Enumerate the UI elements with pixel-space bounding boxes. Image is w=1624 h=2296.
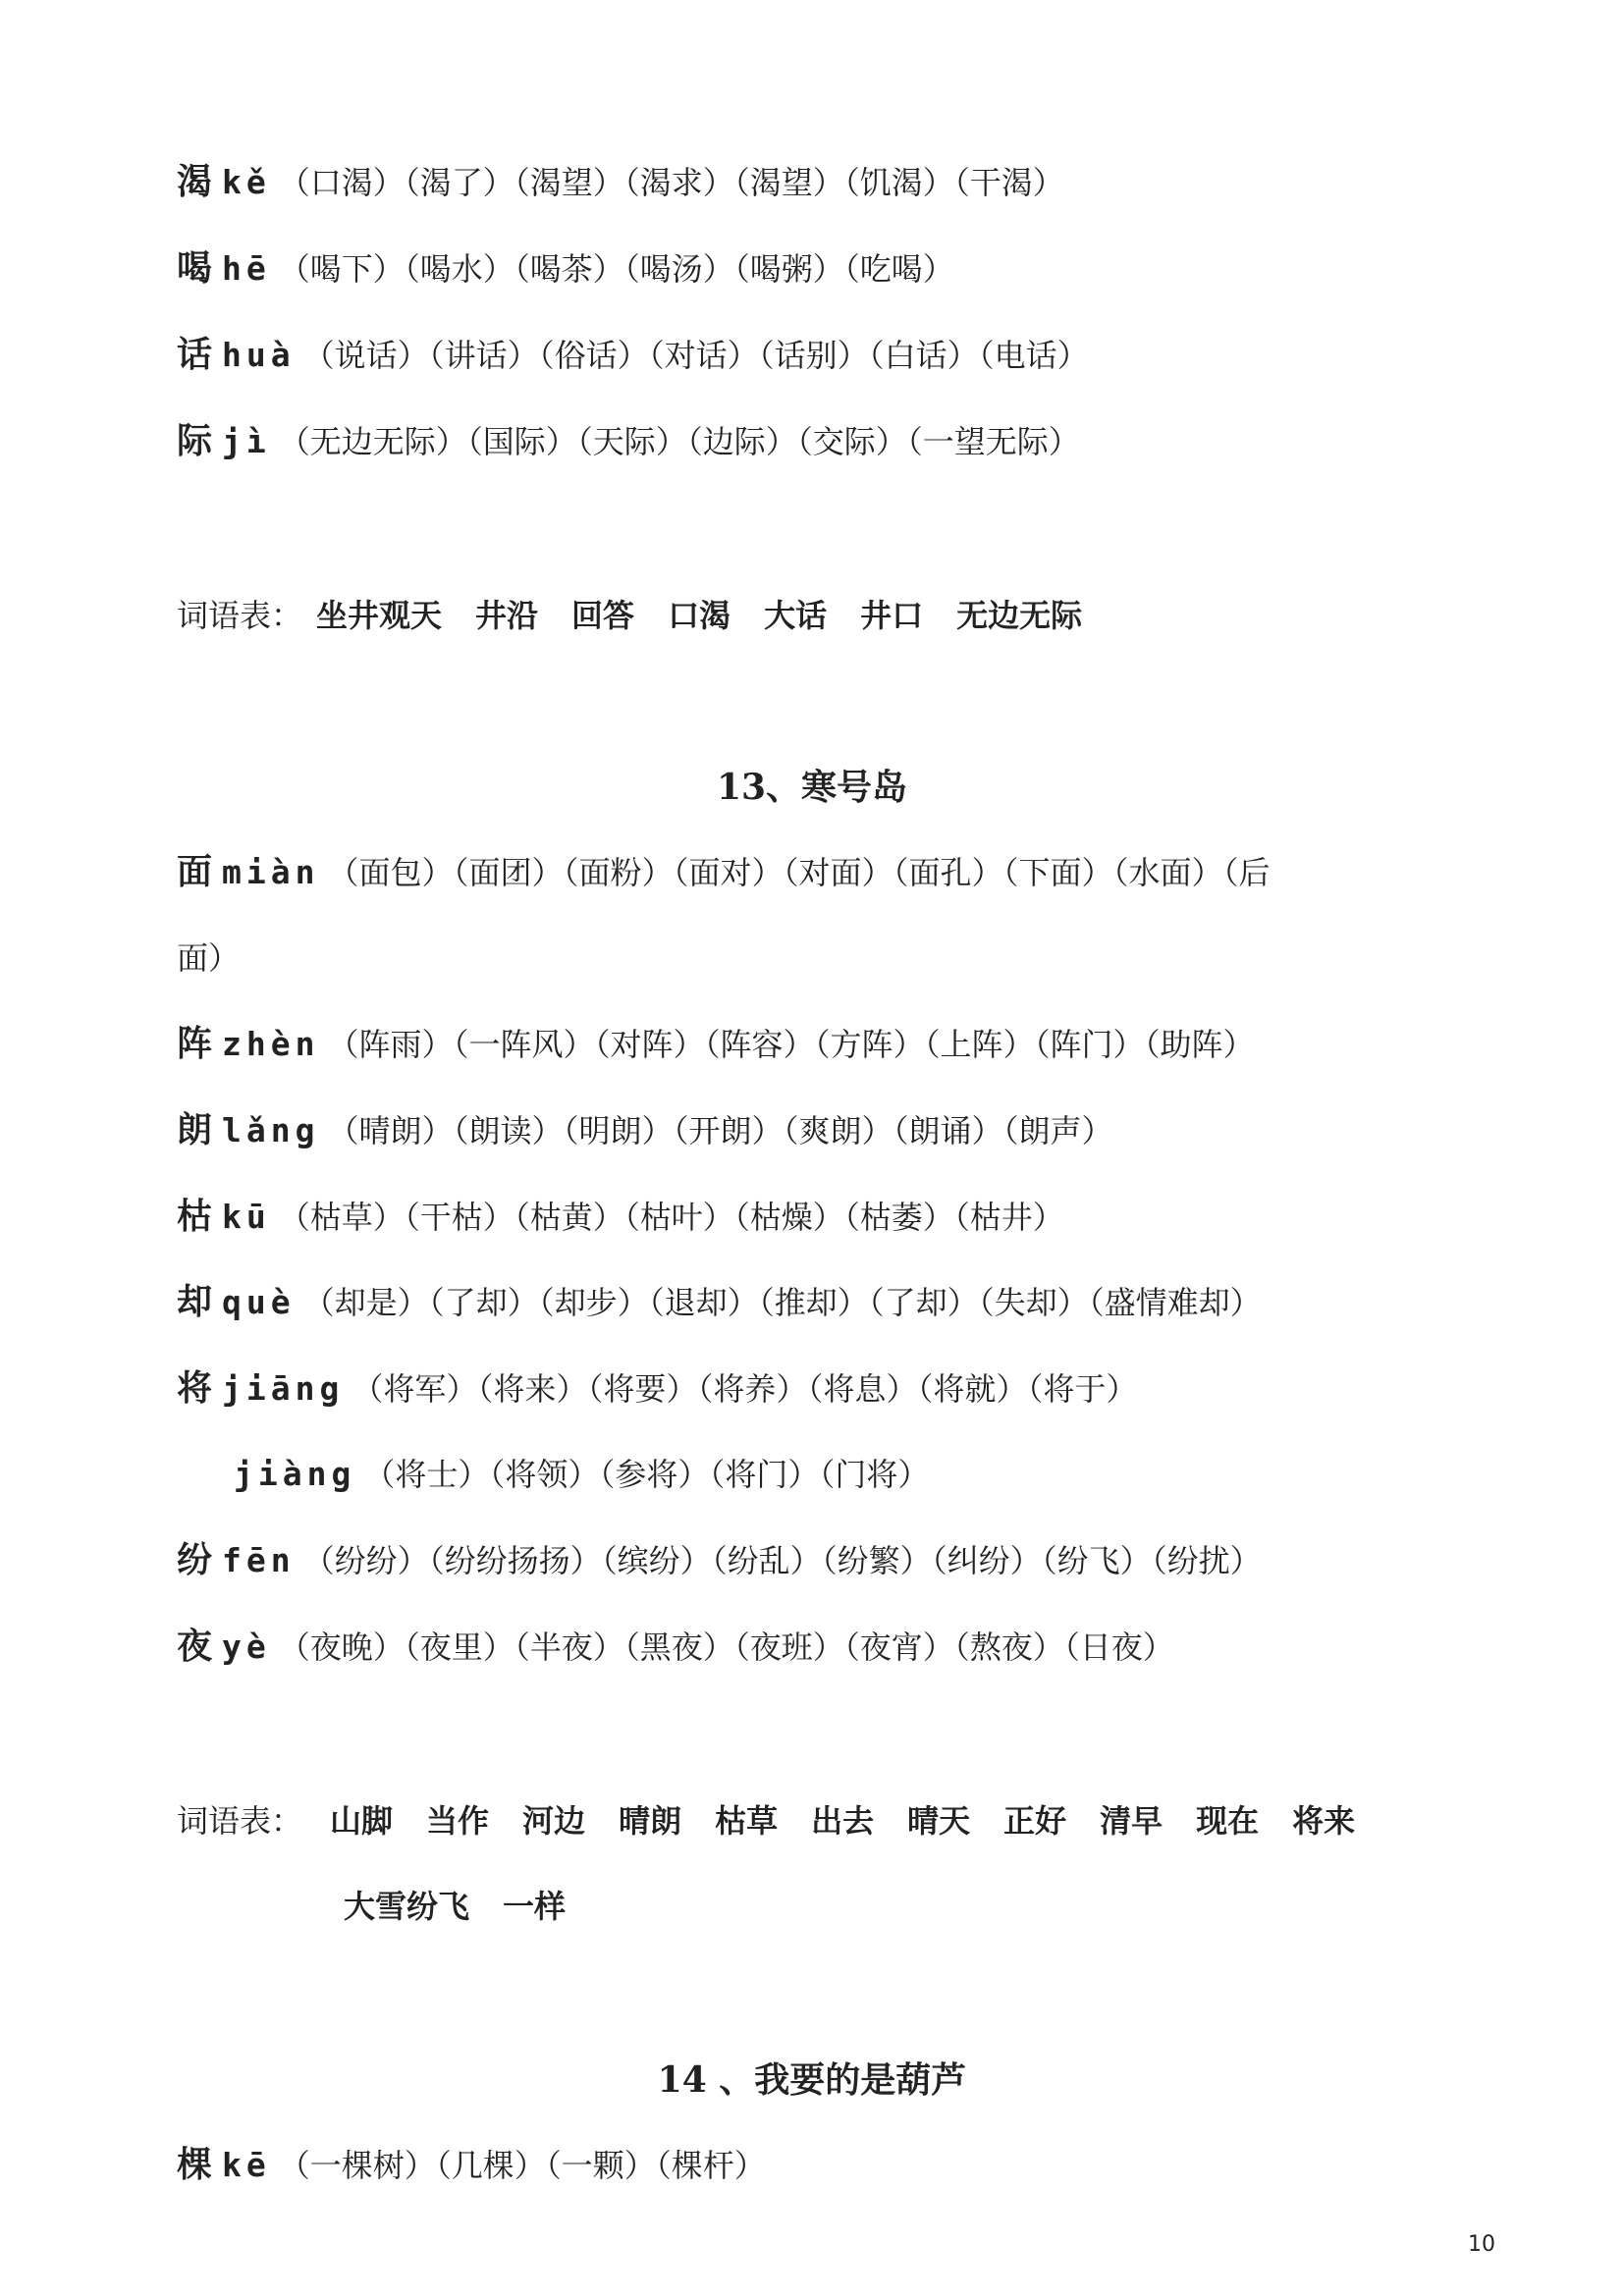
- vocab-word: 将来: [1292, 1802, 1356, 1840]
- vocab-list: [177, 594, 1492, 637]
- hanzi: 将: [177, 1367, 213, 1409]
- section-title: 14 、我要的是葫芦: [657, 2059, 967, 2101]
- hanzi: 夜: [177, 1626, 213, 1667]
- hanzi: 纷: [177, 1539, 213, 1580]
- pinyin: zhèn: [222, 1025, 320, 1063]
- pinyin: yè: [222, 1628, 271, 1666]
- pinyin: kě: [222, 163, 271, 201]
- hanzi: 朗: [177, 1109, 213, 1150]
- hanzi: 渴: [177, 161, 213, 202]
- hanzi: 阵: [177, 1023, 213, 1064]
- hanzi: 却: [177, 1281, 213, 1322]
- char-entry: [177, 1280, 1492, 1324]
- vocab-word: 大雪纷飞: [344, 1888, 470, 1925]
- vocab-word: 回答: [571, 597, 635, 634]
- vocab-word: 清早: [1100, 1802, 1164, 1840]
- char-entry: [177, 2143, 1492, 2187]
- char-entry: [177, 1022, 1492, 1066]
- vocab-word: 出去: [811, 1802, 875, 1840]
- char-entry: [177, 1625, 1492, 1669]
- vocab-word: 大话: [764, 597, 828, 634]
- word-list: （面包）（面团）（面粉）（面对）（对面）（面孔）（下面）（水面）（后: [327, 854, 1271, 891]
- hanzi: 际: [177, 420, 213, 461]
- char-entry: [177, 1108, 1492, 1152]
- vocab-list: [177, 1799, 1492, 1842]
- hanzi: 面: [177, 851, 213, 892]
- pinyin: jì: [222, 422, 271, 460]
- word-list: （口渴）（渴了）（渴望）（渴求）（渴望）（饥渴）（干渴）: [278, 164, 1064, 201]
- word-list-continuation: 面）: [177, 939, 241, 977]
- char-entry: [177, 850, 1492, 894]
- vocab-word: 井沿: [475, 597, 539, 634]
- hanzi: 话: [177, 334, 213, 375]
- vocab-word: 枯草: [715, 1802, 779, 1840]
- pinyin: jiāng: [222, 1369, 345, 1408]
- pinyin: què: [222, 1283, 296, 1321]
- hanzi: 枯: [177, 1196, 213, 1237]
- page-number: 10: [1468, 2232, 1495, 2257]
- vocab-word: 正好: [1003, 1802, 1067, 1840]
- vocab-word: 山脚: [330, 1802, 394, 1840]
- hanzi: 棵: [177, 2144, 213, 2185]
- vocab-label: 词语表：: [177, 597, 303, 634]
- vocab-label: 词语表：: [177, 1802, 303, 1840]
- pinyin: fēn: [222, 1541, 296, 1579]
- word-list: （晴朗）（朗读）（明朗）（开朗）（爽朗）（朗诵）（朗声）: [327, 1112, 1113, 1149]
- char-entry-alt-reading: [234, 1453, 1549, 1496]
- vocab-word: 河边: [522, 1802, 586, 1840]
- word-list: （将军）（将来）（将要）（将养）（将息）（将就）（将于）: [352, 1370, 1138, 1408]
- vocab-word: 晴天: [907, 1802, 971, 1840]
- char-entry: [177, 419, 1492, 463]
- pinyin: lǎng: [222, 1111, 320, 1149]
- word-list: （一棵树）（几棵）（一颗）（棵杆）: [278, 2147, 766, 2184]
- pinyin: kū: [222, 1198, 271, 1236]
- char-entry: [177, 333, 1492, 377]
- vocab-word: 口渴: [668, 597, 731, 634]
- vocab-word: 坐井观天: [316, 597, 443, 634]
- char-entry: [177, 246, 1492, 291]
- pinyin: hē: [222, 249, 271, 288]
- word-list: （枯草）（干枯）（枯黄）（枯叶）（枯燥）（枯萎）（枯井）: [278, 1199, 1064, 1236]
- vocab-word: 井口: [860, 597, 924, 634]
- char-entry: [177, 1366, 1492, 1411]
- word-list: （夜晚）（夜里）（半夜）（黑夜）（夜班）（夜宵）（熬夜）（日夜）: [278, 1629, 1174, 1666]
- word-list: （纷纷）（纷纷扬扬）（缤纷）（纷乱）（纷繁）（纠纷）（纷飞）（纷扰）: [302, 1542, 1262, 1579]
- char-entry: [177, 1538, 1492, 1582]
- word-list: （喝下）（喝水）（喝茶）（喝汤）（喝粥）（吃喝）: [278, 250, 954, 288]
- section-title: 13、寒号岛: [716, 767, 908, 808]
- word-list: （说话）（讲话）（俗话）（对话）（话别）（白话）（电话）: [302, 337, 1089, 374]
- vocab-list-row2: [344, 1885, 1624, 1928]
- vocab-word: 当作: [426, 1802, 490, 1840]
- word-list: （无边无际）（国际）（天际）（边际）（交际）（一望无际）: [278, 423, 1080, 460]
- hanzi: 喝: [177, 247, 213, 289]
- pinyin: miàn: [222, 853, 320, 891]
- pinyin: jiàng: [234, 1455, 356, 1493]
- char-entry: [177, 160, 1492, 204]
- pinyin: kē: [222, 2146, 271, 2184]
- word-list: （将士）（将领）（参将）（将门）（门将）: [363, 1456, 930, 1493]
- vocab-word: 晴朗: [619, 1802, 682, 1840]
- word-list: （却是）（了却）（却步）（退却）（推却）（了却）（失却）（盛情难却）: [302, 1284, 1262, 1321]
- vocab-word: 无边无际: [956, 597, 1083, 634]
- char-entry: [177, 1195, 1492, 1239]
- vocab-word: 一样: [503, 1888, 567, 1925]
- vocab-word: 现在: [1196, 1802, 1260, 1840]
- pinyin: huà: [222, 336, 296, 374]
- word-list: （阵雨）（一阵风）（对阵）（阵容）（方阵）（上阵）（阵门）（助阵）: [327, 1026, 1255, 1063]
- char-entry-continuation: [177, 936, 1492, 980]
